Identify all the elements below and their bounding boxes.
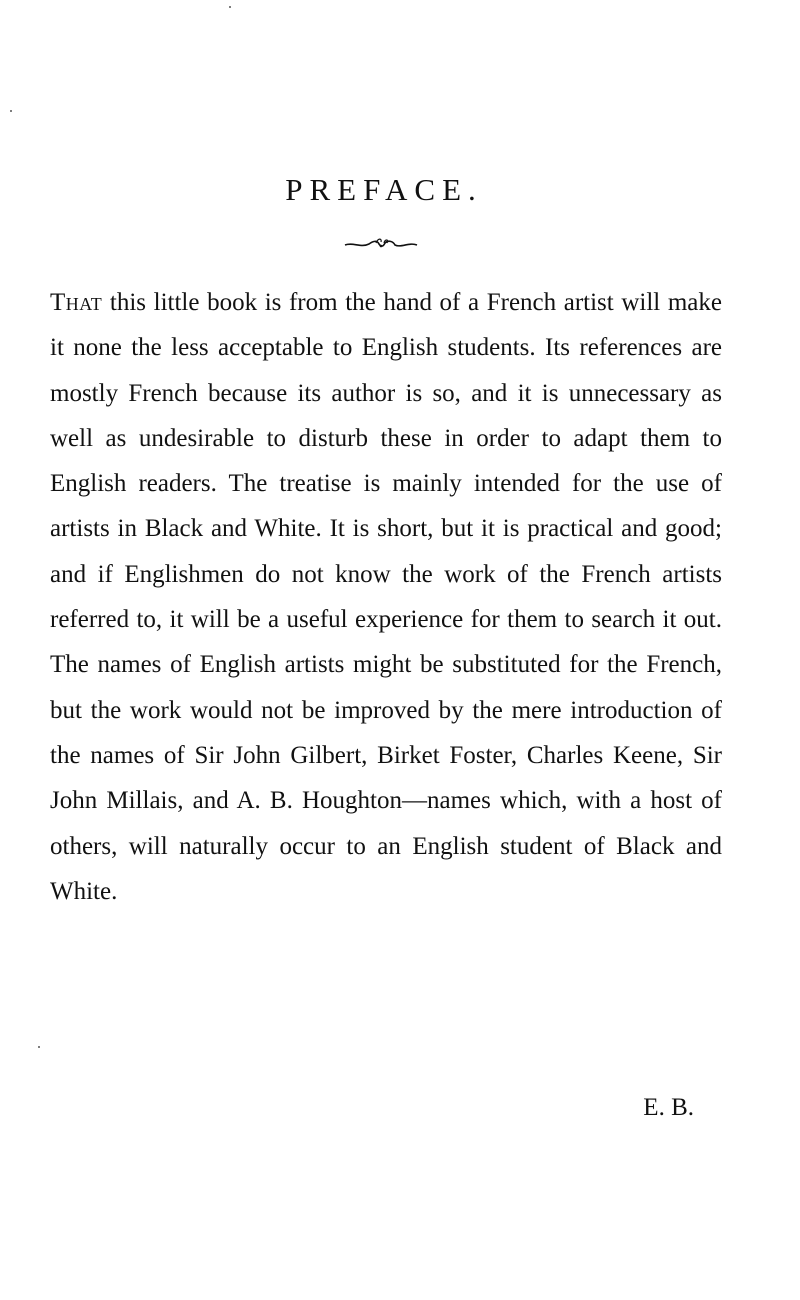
paper-speck xyxy=(10,110,12,112)
author-initials: E. B. xyxy=(643,1094,694,1121)
decorative-flourish-icon xyxy=(343,236,419,252)
paper-speck xyxy=(38,1046,40,1048)
lead-word: That xyxy=(50,289,103,316)
page-title: PREFACE. xyxy=(285,172,483,207)
preface-body-text: this little book is from the hand of a French artist will make it none the less acceptable to English students. Its references are mostly French because its author is so, and it is unnecessary as well as undesirable to disturb these in order to adapt them to English readers. The treatise is mainly intended for the use of artists in Black and White. It is short, but it is practical and good; and if Englishmen do not know the work of the French artists referred to, it will be a useful experience for them to search it out. The names of English artists might be substituted for the French, but the work would not be improved by the mere introduction of the names of Sir John Gilbert, Birket Foster, Charles Keene, Sir John Millais, and A. B. Houghton—names which, with a host of others, will naturally occur to an English student of Black and White. xyxy=(50,289,722,905)
paper-speck xyxy=(229,6,231,8)
preface-paragraph xyxy=(50,280,722,914)
